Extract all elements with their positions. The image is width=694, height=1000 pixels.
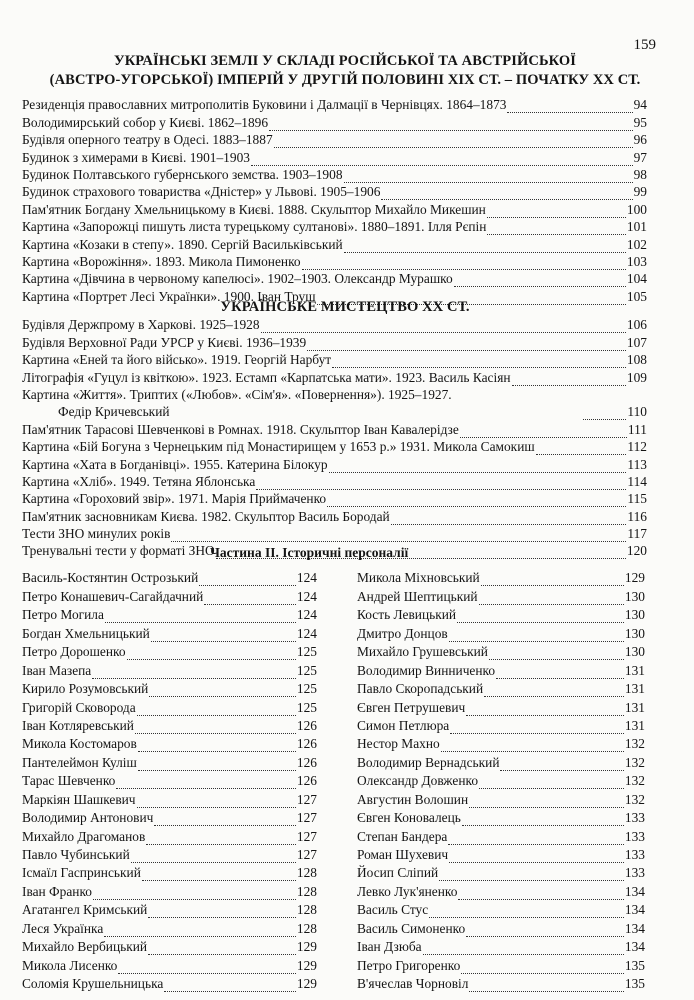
part2-title: Частина ІІ. Історичні персоналії	[210, 545, 409, 560]
dot-leader	[450, 720, 624, 734]
toc-entry-page: 100	[626, 201, 647, 217]
toc-entry-title-line2: Федір Кричевський	[58, 403, 170, 419]
person-page: 132	[624, 754, 645, 770]
toc-entry-title: Резиденція православних митрополитів Буковини і Далмації в Чернівцях. 1864–1873	[22, 97, 507, 113]
person-page: 125	[296, 699, 317, 715]
dot-leader	[466, 702, 624, 716]
dot-leader	[148, 941, 296, 955]
toc-entry[interactable]	[22, 386, 647, 421]
person-page: 134	[624, 902, 645, 918]
person-entry[interactable]	[357, 808, 645, 826]
person-entry[interactable]	[357, 826, 645, 844]
dot-leader	[391, 511, 627, 525]
person-entry[interactable]	[357, 716, 645, 734]
toc-entry[interactable]	[22, 420, 647, 437]
dot-leader	[171, 528, 626, 542]
person-page: 135	[624, 957, 645, 973]
person-name: Василь Стус	[357, 902, 429, 918]
dot-leader	[441, 738, 624, 752]
person-page: 125	[296, 681, 317, 697]
toc-entry-title: Картина «Ворожіння». 1893. Микола Пимоненко	[22, 253, 301, 269]
person-entry[interactable]	[22, 808, 317, 826]
toc-entry-page: 98	[633, 166, 647, 182]
person-entry[interactable]	[22, 568, 317, 586]
dot-leader	[164, 978, 296, 992]
dot-leader	[149, 683, 296, 697]
person-entry[interactable]	[22, 642, 317, 660]
toc-entry[interactable]	[22, 131, 647, 148]
dot-leader	[135, 720, 296, 734]
person-page: 134	[624, 883, 645, 899]
person-page: 132	[624, 773, 645, 789]
toc-entry-title: Картина «Портрет Лесі Українки». 1900. Іван Труш	[22, 288, 316, 304]
dot-leader	[148, 904, 296, 918]
person-name: Іван Франко	[22, 883, 92, 899]
dot-leader	[269, 117, 633, 131]
person-entry[interactable]	[357, 863, 645, 881]
person-name: Роман Шухевич	[357, 847, 449, 862]
toc-entry-page: 120	[626, 543, 647, 559]
person-entry[interactable]	[357, 642, 645, 660]
section1-title-line2: (АВСТРО-УГОРСЬКОЇ) ІМПЕРІЙ У ДРУГІЙ ПОЛОВИНІ ХІХ СТ. – ПОЧАТКУ ХХ СТ.	[49, 72, 641, 88]
toc-entry[interactable]	[22, 253, 647, 270]
dot-leader	[307, 337, 626, 351]
toc-entry-title: Будівля оперного театру в Одесі. 1883–1887	[22, 132, 273, 148]
toc-entry-page: 96	[633, 132, 647, 148]
person-page: 127	[296, 810, 317, 826]
person-name: Микола Лисенко	[22, 957, 118, 973]
dot-leader	[500, 757, 623, 771]
dot-leader	[536, 441, 627, 455]
toc-entry-page: 106	[626, 317, 647, 333]
persons-left-column	[22, 568, 317, 992]
toc-entry[interactable]	[22, 235, 647, 252]
person-entry[interactable]	[357, 734, 645, 752]
dot-leader	[449, 849, 624, 863]
toc-entry-page: 99	[633, 184, 647, 200]
dot-leader	[146, 831, 296, 845]
dot-leader	[583, 406, 626, 420]
person-name: Пантелеймон Куліш	[22, 754, 137, 770]
person-entry[interactable]	[357, 697, 645, 715]
person-name: Михайло Грушевський	[357, 644, 488, 660]
person-name: Микола Костомаров	[22, 736, 137, 752]
dot-leader	[496, 665, 624, 679]
toc-entry[interactable]	[22, 333, 647, 350]
person-entry[interactable]	[357, 752, 645, 770]
toc-entry-page: 104	[626, 271, 647, 287]
person-name: Кость Левицький	[357, 607, 457, 623]
dot-leader	[454, 273, 626, 287]
toc-entry-title: Літографія «Гуцул із квіткою». 1923. Естамп «Карпатська мати». 1923. Василь Касіян	[22, 369, 511, 385]
person-name: Степан Бандера	[357, 828, 448, 844]
section1-toc	[22, 96, 647, 305]
person-entry[interactable]	[357, 789, 645, 807]
toc-entry-title: Будівля Держпрому в Харкові. 1925–1928	[22, 317, 260, 333]
person-entry[interactable]	[22, 918, 317, 936]
dot-leader	[127, 646, 296, 660]
person-page: 125	[296, 662, 317, 678]
person-entry[interactable]	[22, 845, 317, 863]
person-page: 124	[296, 570, 317, 586]
toc-entry-title: Картина «Бій Богуна з Чернецьким під Монастирищем у 1653 р.» 1931. Микола Самокиш	[22, 439, 535, 455]
person-entry[interactable]	[22, 789, 317, 807]
person-entry[interactable]	[357, 679, 645, 697]
person-name: Іван Мазепа	[22, 662, 92, 678]
person-page: 131	[624, 717, 645, 733]
person-entry[interactable]	[22, 937, 317, 955]
person-name: В'ячеслав Чорновіл	[357, 976, 469, 992]
dot-leader	[457, 609, 624, 623]
person-entry[interactable]	[22, 752, 317, 770]
toc-entry[interactable]	[22, 270, 647, 287]
person-page: 131	[624, 699, 645, 715]
toc-entry-title: Картина «Хата в Богданівці». 1955. Катерина Білокур	[22, 456, 328, 472]
person-name: Андрей Шептицький	[357, 588, 478, 604]
page-number: 159	[633, 37, 656, 53]
dot-leader	[302, 256, 626, 270]
person-name: Михайло Вербицький	[22, 939, 148, 955]
person-page: 126	[296, 754, 317, 770]
section1-title-line1: УКРАЇНСЬКІ ЗЕМЛІ У СКЛАДІ РОСІЙСЬКОЇ ТА АВСТРІЙСЬКОЇ	[113, 53, 577, 69]
dot-leader	[469, 978, 623, 992]
person-name: Петро Григоренко	[357, 957, 461, 973]
person-name: Григорій Сковорода	[22, 699, 136, 715]
toc-entry[interactable]	[22, 455, 647, 472]
person-name: Дмитро Донцов	[357, 625, 448, 641]
person-name: Володимир Антонович	[22, 810, 154, 826]
toc-entry-title: Будинок страхового товариства «Дністер» у Львові. 1905–1906	[22, 184, 381, 200]
person-page: 126	[296, 717, 317, 733]
dot-leader	[487, 221, 625, 235]
dot-leader	[256, 476, 626, 490]
dot-leader	[332, 354, 626, 368]
dot-leader	[137, 794, 296, 808]
person-name: Леся Українка	[22, 920, 104, 936]
person-page: 131	[624, 681, 645, 697]
dot-leader	[461, 960, 624, 974]
person-page: 129	[296, 939, 317, 955]
person-entry[interactable]	[22, 955, 317, 973]
toc-entry[interactable]	[22, 438, 647, 455]
person-page: 127	[296, 847, 317, 862]
person-page: 124	[296, 607, 317, 623]
toc-entry-title: Картина «Козаки в степу». 1890. Сергій Васильківський	[22, 236, 343, 252]
person-page: 128	[296, 920, 317, 936]
person-name: Василь-Костянтин Острозький	[22, 570, 199, 586]
dot-leader	[204, 591, 296, 605]
dot-leader	[423, 941, 624, 955]
person-entry[interactable]	[22, 900, 317, 918]
dot-leader	[138, 757, 296, 771]
person-page: 127	[296, 828, 317, 844]
toc-entry-page: 101	[626, 219, 647, 235]
dot-leader	[507, 99, 632, 113]
toc-entry-page: 114	[627, 473, 647, 489]
person-entry[interactable]	[357, 955, 645, 973]
person-name: Павло Скоропадський	[357, 681, 484, 697]
toc-entry-page: 111	[627, 421, 647, 437]
dot-leader	[449, 628, 624, 642]
person-page: 130	[624, 607, 645, 623]
person-entry[interactable]	[357, 845, 645, 863]
dot-leader	[138, 738, 296, 752]
person-entry[interactable]	[357, 918, 645, 936]
dot-leader	[131, 849, 296, 863]
person-entry[interactable]	[22, 586, 317, 604]
person-name: Михайло Драгоманов	[22, 828, 146, 844]
person-name: Агатангел Кримський	[22, 902, 148, 918]
person-name: Нестор Махно	[357, 736, 440, 752]
person-page: 131	[624, 662, 645, 678]
person-entry[interactable]	[22, 974, 317, 992]
dot-leader	[462, 812, 624, 826]
toc-entry[interactable]	[22, 525, 647, 542]
person-name: Володимир Вернадський	[357, 754, 500, 770]
toc-entry-page: 116	[627, 508, 647, 524]
person-name: Маркіян Шашкевич	[22, 791, 136, 807]
person-entry[interactable]	[357, 660, 645, 678]
person-page: 129	[624, 570, 645, 586]
toc-entry-page: 105	[626, 288, 647, 304]
dot-leader	[327, 493, 626, 507]
toc-entry-page: 117	[627, 526, 647, 542]
person-page: 133	[624, 865, 645, 881]
person-entry[interactable]	[22, 623, 317, 641]
person-name: Євген Петрушевич	[357, 699, 466, 715]
person-name: Василь Симоненко	[357, 920, 466, 936]
toc-entry-page: 115	[627, 491, 647, 507]
toc-entry[interactable]	[22, 490, 647, 507]
person-page: 135	[624, 976, 645, 992]
toc-entry-title: Пам'ятник Тарасові Шевченкові в Ромнах. 1918. Скульптор Іван Кавалерідзе	[22, 421, 459, 437]
person-page: 129	[296, 957, 317, 973]
dot-leader	[484, 683, 624, 697]
person-entry[interactable]	[357, 568, 645, 586]
toc-entry-page: 95	[633, 114, 647, 130]
person-entry[interactable]	[357, 605, 645, 623]
toc-entry-page: 108	[626, 352, 647, 368]
section2-toc	[22, 316, 647, 559]
person-page: 127	[296, 791, 317, 807]
person-name: Іван Котляревський	[22, 717, 134, 733]
dot-leader	[151, 628, 296, 642]
toc-entry[interactable]	[22, 316, 647, 333]
toc-entry[interactable]	[22, 218, 647, 235]
dot-leader	[489, 646, 624, 660]
toc-entry[interactable]	[22, 351, 647, 368]
person-page: 126	[296, 736, 317, 752]
dot-leader	[448, 831, 624, 845]
toc-entry[interactable]	[22, 148, 647, 165]
toc-entry-page: 112	[627, 439, 647, 455]
dot-leader	[458, 886, 623, 900]
toc-entry-page: 109	[626, 369, 647, 385]
toc-entry-page: 113	[627, 456, 647, 472]
toc-entry-page: 94	[633, 97, 647, 113]
dot-leader	[274, 134, 633, 148]
person-entry[interactable]	[357, 586, 645, 604]
person-name: Кирило Розумовський	[22, 681, 149, 697]
person-name: Ісмаїл Гаспринський	[22, 865, 141, 881]
person-entry[interactable]	[357, 771, 645, 789]
toc-entry[interactable]	[22, 507, 647, 524]
person-name: Іван Дзюба	[357, 939, 422, 955]
person-page: 124	[296, 625, 317, 641]
dot-leader	[479, 591, 624, 605]
toc-entry-title: Картина «Дівчина в червоному капелюсі». 1902–1903. Олександр Мурашко	[22, 271, 453, 287]
person-name: Тарас Шевченко	[22, 773, 116, 789]
person-page: 128	[296, 902, 317, 918]
toc-entry-title: Будівля Верховної Ради УРСР у Києві. 1936–1939	[22, 334, 307, 350]
person-entry[interactable]	[22, 826, 317, 844]
dot-leader	[92, 665, 296, 679]
dot-leader	[344, 169, 633, 183]
toc-entry-page: 102	[626, 236, 647, 252]
dot-leader	[105, 609, 296, 623]
person-name: Петро Дорошенко	[22, 644, 126, 660]
toc-entry[interactable]	[22, 166, 647, 183]
person-page: 133	[624, 847, 645, 862]
person-entry[interactable]	[22, 660, 317, 678]
person-name: Микола Міхновський	[357, 570, 480, 586]
section2-title: УКРАЇНСЬКЕ МИСТЕЦТВО ХХ СТ.	[220, 299, 470, 315]
person-name: Володимир Винниченко	[357, 662, 496, 678]
person-entry[interactable]	[357, 937, 645, 955]
person-page: 132	[624, 736, 645, 752]
dot-leader	[481, 572, 624, 586]
toc-entry[interactable]	[22, 183, 647, 200]
person-entry[interactable]	[22, 863, 317, 881]
person-page: 125	[296, 644, 317, 660]
toc-entry-page: 107	[626, 334, 647, 350]
toc-entry[interactable]	[22, 113, 647, 130]
toc-entry-title: Тренувальні тести у форматі ЗНО	[22, 543, 215, 559]
toc-entry-title: Пам'ятник Богдану Хмельницькому в Києві. 1888. Скульптор Михайло Микешин	[22, 201, 486, 217]
dot-leader	[344, 239, 626, 253]
person-page: 134	[624, 920, 645, 936]
toc-entry-title: Володимирський собор у Києві. 1862–1896	[22, 114, 269, 130]
toc-entry-title: Будинок з химерами в Києві. 1901–1903	[22, 149, 250, 165]
person-page: 133	[624, 828, 645, 844]
persons-right-column	[357, 568, 645, 992]
person-page: 132	[624, 791, 645, 807]
toc-entry[interactable]	[22, 200, 647, 217]
toc-entry-title: Пам'ятник засновникам Києва. 1982. Скульптор Василь Бородай	[22, 508, 390, 524]
person-name: Олександр Довженко	[357, 773, 479, 789]
person-name: Августин Волошин	[357, 791, 469, 807]
toc-entry-title: Тести ЗНО минулих років	[22, 526, 171, 542]
person-page: 134	[624, 939, 645, 955]
toc-entry-title	[22, 386, 582, 421]
dot-leader	[261, 319, 626, 333]
person-name: Богдан Хмельницький	[22, 625, 150, 641]
person-name: Симон Петлюра	[357, 717, 450, 733]
person-page: 124	[296, 588, 317, 604]
dot-leader	[116, 775, 296, 789]
person-entry[interactable]	[357, 881, 645, 899]
dot-leader	[199, 572, 296, 586]
dot-leader	[469, 794, 624, 808]
toc-entry-page: 110	[627, 404, 647, 420]
toc-entry-title-line1: Картина «Життя». Триптих («Любов». «Сім'я». «Повернення»). 1925–1927.	[22, 386, 452, 402]
dot-leader	[429, 904, 624, 918]
dot-leader	[154, 812, 296, 826]
person-entry[interactable]	[22, 881, 317, 899]
dot-leader	[487, 204, 626, 218]
person-page: 133	[624, 810, 645, 826]
dot-leader	[439, 867, 624, 881]
person-page: 130	[624, 644, 645, 660]
toc-entry[interactable]	[22, 96, 647, 113]
dot-leader	[381, 186, 632, 200]
toc-entry-page: 103	[626, 253, 647, 269]
toc-entry-title: Картина «Хліб». 1949. Тетяна Яблонська	[22, 473, 256, 489]
dot-leader	[329, 459, 627, 473]
dot-leader	[460, 424, 627, 438]
person-entry[interactable]	[22, 771, 317, 789]
person-name: Левко Лук'яненко	[357, 883, 458, 899]
person-entry[interactable]	[22, 716, 317, 734]
person-name: Йосип Сліпий	[357, 865, 439, 881]
person-entry[interactable]	[22, 734, 317, 752]
toc-entry-title: Картина «Запорожці пишуть листа турецькому султанові». 1880–1891. Ілля Рєпін	[22, 219, 487, 235]
person-name: Петро Конашевич-Сагайдачний	[22, 588, 204, 604]
person-entry[interactable]	[357, 900, 645, 918]
person-name: Петро Могила	[22, 607, 104, 623]
person-entry[interactable]	[22, 605, 317, 623]
dot-leader	[251, 152, 633, 166]
toc-entry-title: Будинок Полтавського губернського земства. 1903–1908	[22, 166, 343, 182]
person-page: 126	[296, 773, 317, 789]
person-page: 128	[296, 865, 317, 881]
toc-entry[interactable]	[22, 473, 647, 490]
toc-entry[interactable]	[22, 368, 647, 385]
person-entry[interactable]	[357, 974, 645, 992]
toc-entry-title: Картина «Еней та його військо». 1919. Георгій Нарбут	[22, 352, 332, 368]
person-name: Євген Коновалець	[357, 810, 461, 826]
person-entry[interactable]	[357, 623, 645, 641]
dot-leader	[93, 886, 296, 900]
dot-leader	[137, 702, 296, 716]
dot-leader	[466, 923, 624, 937]
person-entry[interactable]	[22, 679, 317, 697]
dot-leader	[118, 960, 296, 974]
person-name: Павло Чубинський	[22, 847, 130, 862]
dot-leader	[104, 923, 296, 937]
toc-entry-title: Картина «Гороховий звір». 1971. Марія Приймаченко	[22, 491, 327, 507]
person-name: Соломія Крушельницька	[22, 976, 164, 992]
toc-entry-page: 97	[633, 149, 647, 165]
dot-leader	[479, 775, 624, 789]
dot-leader	[142, 867, 296, 881]
dot-leader	[512, 372, 626, 386]
person-page: 130	[624, 588, 645, 604]
person-page: 129	[296, 976, 317, 992]
person-entry[interactable]	[22, 697, 317, 715]
person-page: 130	[624, 625, 645, 641]
person-page: 128	[296, 883, 317, 899]
